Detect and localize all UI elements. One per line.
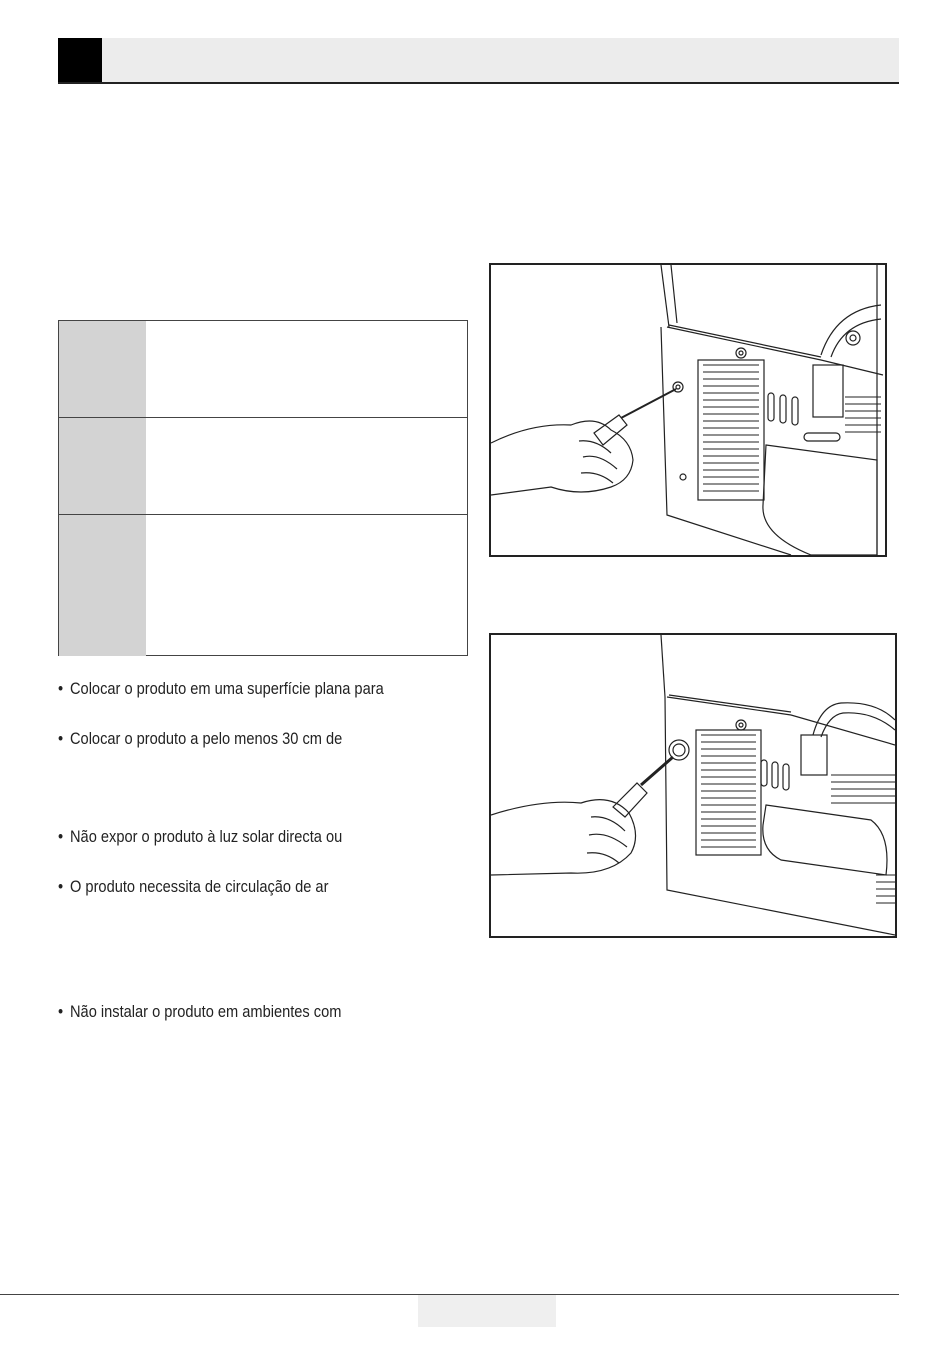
section-number-block <box>58 38 102 82</box>
info-table <box>58 320 468 656</box>
table-row <box>59 321 467 418</box>
section-header-bar <box>58 38 899 84</box>
table-label-cell <box>59 418 146 514</box>
bullet-symbol: • <box>58 679 64 698</box>
table-label-cell <box>59 321 146 417</box>
list-item <box>58 679 384 699</box>
bullet-symbol: • <box>58 827 64 846</box>
bullet-symbol: • <box>58 877 64 896</box>
illustration-drawing <box>491 265 885 555</box>
bullet-symbol: • <box>58 729 64 748</box>
bullet-text: Não instalar o produto em ambientes com <box>69 1002 342 1021</box>
bullet-text: Colocar o produto a pelo menos 30 cm de <box>69 729 343 748</box>
list-item <box>58 1002 341 1022</box>
table-row <box>59 515 467 656</box>
bullet-text: O produto necessita de circulação de ar <box>69 877 329 896</box>
illustration-drawing <box>491 635 895 936</box>
table-row <box>59 418 467 515</box>
bullet-text: Colocar o produto em uma superfície plana para <box>69 679 384 698</box>
table-label-cell <box>59 515 146 656</box>
illustration-insert-cover <box>489 633 897 938</box>
page-number-tab <box>418 1295 556 1327</box>
list-item <box>58 877 328 897</box>
bullet-text: Não expor o produto à luz solar directa ou <box>69 827 343 846</box>
bullet-symbol: • <box>58 1002 64 1021</box>
illustration-remove-screw <box>489 263 887 557</box>
list-item <box>58 827 342 847</box>
list-item <box>58 729 342 749</box>
